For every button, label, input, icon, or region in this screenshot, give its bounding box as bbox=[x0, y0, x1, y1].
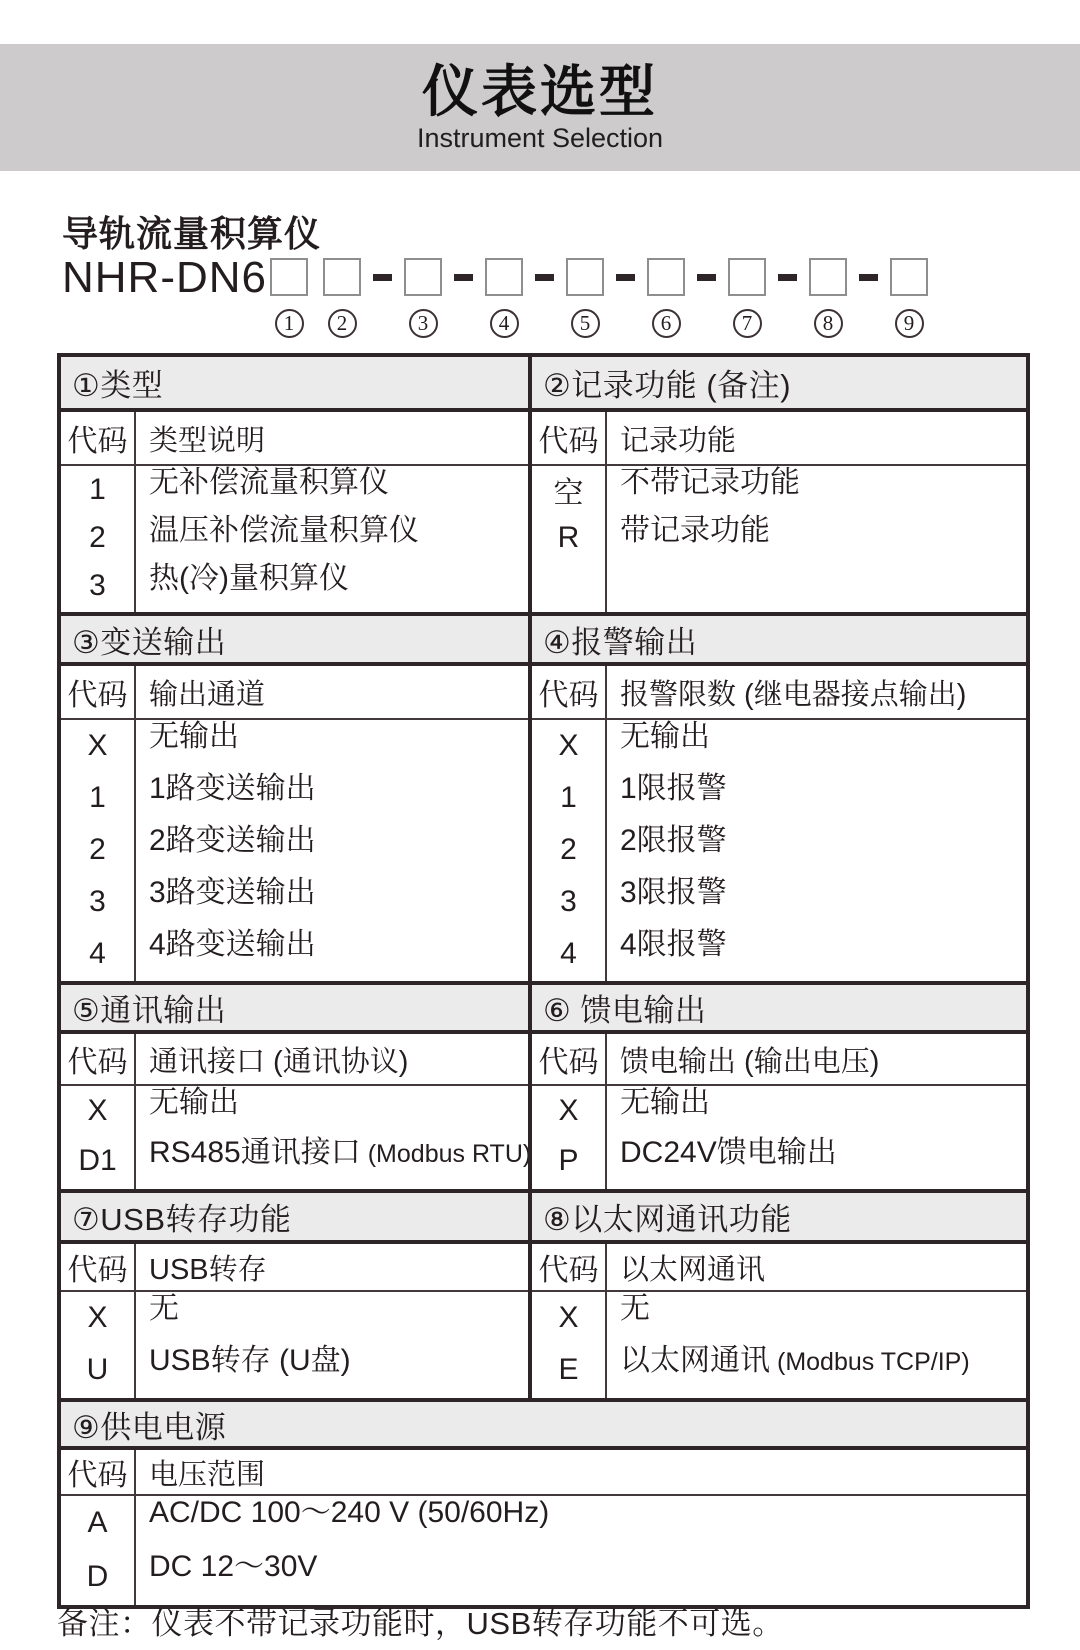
position-number-circle: 2 bbox=[328, 309, 357, 338]
section-title: ①类型 bbox=[61, 357, 528, 412]
desc-cell bbox=[136, 772, 528, 824]
desc-cell bbox=[136, 562, 528, 610]
model-digit-box bbox=[404, 258, 442, 296]
position-number-circle: 7 bbox=[733, 309, 762, 338]
code-header: 代码 bbox=[532, 1244, 607, 1290]
code-cell: D bbox=[86, 1560, 109, 1593]
desc-header: 类型说明 bbox=[149, 424, 266, 457]
desc-text: 温压补偿流量积算仪 bbox=[149, 514, 419, 547]
code-cell: X bbox=[558, 729, 579, 762]
desc-text: 3路变送输出 bbox=[149, 876, 316, 909]
desc-text: DC 12～30V bbox=[149, 1550, 318, 1583]
desc-text: USB转存 (U盘) bbox=[149, 1344, 351, 1377]
desc-cell bbox=[136, 720, 528, 772]
desc-column bbox=[136, 1086, 531, 1189]
desc-text: 不带记录功能 bbox=[620, 466, 800, 499]
column-header-row bbox=[61, 412, 528, 466]
desc-cell bbox=[136, 1086, 531, 1136]
model-dash bbox=[697, 274, 716, 281]
section-data bbox=[61, 1292, 528, 1398]
desc-column bbox=[607, 466, 1026, 612]
desc-text: AC/DC 100～240 V (50/60Hz) bbox=[149, 1496, 550, 1529]
section-title: ⑥ 馈电输出 bbox=[532, 985, 1026, 1034]
desc-text: 无补偿流量积算仪 bbox=[149, 466, 389, 499]
desc-cell bbox=[607, 928, 1026, 980]
section-feed-output bbox=[528, 985, 1026, 1189]
desc-text: 无 bbox=[149, 1292, 179, 1325]
code-cell: R bbox=[557, 521, 580, 554]
desc-cell bbox=[607, 876, 1026, 928]
desc-cell bbox=[607, 1086, 1026, 1136]
product-name: 导轨流量积算仪 bbox=[62, 213, 322, 254]
code-cell: 2 bbox=[89, 833, 106, 866]
desc-text: 4路变送输出 bbox=[149, 928, 316, 961]
code-column bbox=[532, 466, 607, 612]
model-slot-6 bbox=[647, 258, 685, 338]
desc-cell bbox=[607, 514, 1026, 562]
section-title: ⑨供电电源 bbox=[61, 1402, 1026, 1450]
desc-text: RS485通讯接口 bbox=[149, 1136, 361, 1169]
model-digit-box bbox=[890, 258, 928, 296]
model-slot-8 bbox=[809, 258, 847, 338]
model-slot-2 bbox=[323, 258, 361, 338]
desc-text: 无输出 bbox=[149, 1086, 239, 1119]
section-power-supply bbox=[61, 1402, 1026, 1605]
section-data bbox=[61, 1086, 532, 1189]
model-digit-box bbox=[270, 258, 308, 296]
section-alarm-output bbox=[528, 616, 1026, 981]
desc-column bbox=[607, 1086, 1026, 1189]
section-row-2 bbox=[61, 612, 1026, 981]
desc-column bbox=[607, 720, 1026, 981]
position-number-circle: 8 bbox=[814, 309, 843, 338]
code-cell: A bbox=[87, 1506, 108, 1539]
title-banner bbox=[0, 44, 1080, 171]
code-cell: 3 bbox=[89, 569, 106, 602]
model-digit-box bbox=[809, 258, 847, 296]
section-title: ②记录功能 (备注) bbox=[532, 357, 1026, 412]
code-column bbox=[61, 1496, 136, 1605]
code-header: 代码 bbox=[61, 412, 136, 464]
footnote: 备注：仪表不带记录功能时，USB转存功能不可选。 bbox=[57, 1606, 784, 1641]
desc-protocol-note: (Modbus RTU) bbox=[367, 1140, 532, 1168]
position-number-circle: 6 bbox=[652, 309, 681, 338]
section-data bbox=[61, 1496, 1026, 1605]
section-row-4 bbox=[61, 1189, 1026, 1398]
code-cell: 3 bbox=[89, 885, 106, 918]
section-row-3 bbox=[61, 981, 1026, 1189]
section-data bbox=[532, 1086, 1026, 1189]
model-digit-box bbox=[728, 258, 766, 296]
model-slot-1 bbox=[270, 258, 308, 338]
code-cell: P bbox=[558, 1144, 579, 1177]
desc-text: DC24V馈电输出 bbox=[620, 1136, 837, 1169]
desc-cell bbox=[136, 1344, 528, 1396]
code-header: 代码 bbox=[61, 1244, 136, 1290]
desc-text: 无输出 bbox=[620, 720, 710, 753]
column-header-row bbox=[61, 666, 528, 720]
section-data bbox=[61, 720, 528, 981]
model-digit-box bbox=[647, 258, 685, 296]
desc-column bbox=[136, 1496, 1026, 1605]
desc-header: 通讯接口 (通讯协议) bbox=[149, 1045, 409, 1078]
position-number-circle: 9 bbox=[895, 309, 924, 338]
desc-cell bbox=[136, 514, 528, 562]
desc-text: 3限报警 bbox=[620, 876, 727, 909]
section-title: ⑦USB转存功能 bbox=[61, 1193, 528, 1244]
model-dash bbox=[535, 274, 554, 281]
section-row-1 bbox=[61, 357, 1026, 612]
section-data bbox=[61, 466, 528, 612]
desc-text: 无 bbox=[620, 1292, 650, 1325]
section-type bbox=[61, 357, 528, 612]
section-title: ⑧以太网通讯功能 bbox=[532, 1193, 1026, 1244]
code-column bbox=[532, 720, 607, 981]
desc-protocol-note: (Modbus TCP/IP) bbox=[777, 1348, 970, 1376]
desc-header: 以太网通讯 bbox=[620, 1253, 766, 1286]
model-slot-3 bbox=[404, 258, 442, 338]
desc-header: 记录功能 bbox=[620, 424, 737, 457]
desc-text: 2路变送输出 bbox=[149, 824, 316, 857]
desc-text: 带记录功能 bbox=[620, 514, 770, 547]
code-header: 代码 bbox=[61, 666, 136, 718]
page-subtitle: Instrument Selection bbox=[416, 122, 664, 153]
desc-text: 4限报警 bbox=[620, 928, 727, 961]
desc-header: 报警限数 (继电器接点输出) bbox=[620, 678, 967, 711]
desc-text: 热(冷)量积算仪 bbox=[149, 562, 349, 595]
desc-cell bbox=[607, 720, 1026, 772]
selection-table bbox=[57, 353, 1030, 1609]
section-title: ④报警输出 bbox=[532, 616, 1026, 666]
position-number-circle: 3 bbox=[409, 309, 438, 338]
column-header-row bbox=[532, 1244, 1026, 1292]
model-digit-box bbox=[566, 258, 604, 296]
desc-header: 电压范围 bbox=[149, 1458, 266, 1491]
code-cell: 2 bbox=[89, 521, 106, 554]
code-cell: X bbox=[87, 729, 108, 762]
desc-cell bbox=[607, 772, 1026, 824]
desc-column bbox=[136, 1292, 528, 1398]
desc-column bbox=[607, 1292, 1026, 1398]
column-header-row bbox=[61, 1244, 528, 1292]
section-row-5 bbox=[61, 1398, 1026, 1605]
code-column bbox=[61, 466, 136, 612]
page-title: 仪表选型 bbox=[422, 59, 658, 123]
desc-cell bbox=[607, 1292, 1026, 1344]
desc-text: 1路变送输出 bbox=[149, 772, 316, 805]
desc-cell bbox=[136, 1496, 1026, 1550]
code-header: 代码 bbox=[532, 412, 607, 464]
desc-column bbox=[136, 466, 528, 612]
model-digit-box bbox=[485, 258, 523, 296]
desc-header: 馈电输出 (输出电压) bbox=[620, 1045, 880, 1078]
code-column bbox=[61, 720, 136, 981]
code-cell: 1 bbox=[89, 473, 106, 506]
position-number-circle: 1 bbox=[275, 309, 304, 338]
code-header: 代码 bbox=[532, 1034, 607, 1084]
code-header: 代码 bbox=[61, 1034, 136, 1084]
desc-cell bbox=[607, 1136, 1026, 1186]
desc-cell bbox=[136, 824, 528, 876]
column-header-row bbox=[532, 412, 1026, 466]
desc-cell bbox=[136, 876, 528, 928]
model-dash bbox=[454, 274, 473, 281]
model-slot-7 bbox=[728, 258, 766, 338]
column-header-row bbox=[61, 1034, 528, 1086]
model-slot-5 bbox=[566, 258, 604, 338]
code-cell: X bbox=[87, 1301, 108, 1334]
model-dash bbox=[859, 274, 878, 281]
column-header-row bbox=[532, 666, 1026, 720]
section-title: ③变送输出 bbox=[61, 616, 528, 666]
code-header: 代码 bbox=[61, 1450, 136, 1494]
desc-column bbox=[136, 720, 528, 981]
column-header-row bbox=[532, 1034, 1026, 1086]
desc-cell bbox=[136, 1550, 1026, 1604]
desc-cell bbox=[607, 466, 1026, 514]
position-number-circle: 4 bbox=[490, 309, 519, 338]
model-dash bbox=[616, 274, 635, 281]
desc-text: 无输出 bbox=[149, 720, 239, 753]
code-cell: X bbox=[558, 1301, 579, 1334]
code-cell: E bbox=[558, 1353, 579, 1386]
section-transmit-output bbox=[61, 616, 528, 981]
model-dash bbox=[373, 274, 392, 281]
model-digit-box bbox=[323, 258, 361, 296]
desc-cell bbox=[607, 824, 1026, 876]
model-slot-9 bbox=[890, 258, 928, 338]
code-header: 代码 bbox=[532, 666, 607, 718]
section-usb-dump bbox=[61, 1193, 528, 1398]
code-cell: 2 bbox=[560, 833, 577, 866]
section-data bbox=[532, 466, 1026, 612]
model-dash bbox=[778, 274, 797, 281]
code-cell: D1 bbox=[78, 1144, 117, 1177]
model-slot-4 bbox=[485, 258, 523, 338]
desc-header: 输出通道 bbox=[149, 678, 266, 711]
model-prefix: NHR-DN6 bbox=[62, 253, 267, 302]
desc-cell bbox=[136, 466, 528, 514]
desc-text: 以太网通讯 bbox=[620, 1344, 770, 1377]
code-column bbox=[61, 1086, 136, 1189]
code-column bbox=[532, 1086, 607, 1189]
column-header-row bbox=[61, 1450, 1026, 1496]
desc-text: 2限报警 bbox=[620, 824, 727, 857]
code-column bbox=[61, 1292, 136, 1398]
desc-text: 1限报警 bbox=[620, 772, 727, 805]
section-comm-output bbox=[61, 985, 532, 1189]
desc-cell bbox=[136, 928, 528, 980]
section-title: ⑤通讯输出 bbox=[61, 985, 528, 1034]
code-cell: X bbox=[558, 1094, 579, 1127]
code-cell: 4 bbox=[89, 937, 106, 970]
desc-header: USB转存 bbox=[149, 1253, 267, 1286]
desc-text: 无输出 bbox=[620, 1086, 710, 1119]
model-code-line bbox=[62, 253, 928, 338]
section-data bbox=[532, 1292, 1026, 1398]
desc-cell bbox=[607, 1344, 1026, 1396]
section-record-function bbox=[528, 357, 1026, 612]
desc-cell bbox=[136, 1136, 531, 1186]
desc-cell bbox=[136, 1292, 528, 1344]
position-number-circle: 5 bbox=[571, 309, 600, 338]
code-cell: 1 bbox=[560, 781, 577, 814]
code-cell: 1 bbox=[89, 781, 106, 814]
code-column bbox=[532, 1292, 607, 1398]
code-cell: X bbox=[87, 1094, 108, 1127]
code-cell: U bbox=[86, 1353, 109, 1386]
code-cell: 空 bbox=[553, 477, 584, 510]
code-cell: 4 bbox=[560, 937, 577, 970]
code-cell: 3 bbox=[560, 885, 577, 918]
section-ethernet bbox=[528, 1193, 1026, 1398]
section-data bbox=[532, 720, 1026, 981]
